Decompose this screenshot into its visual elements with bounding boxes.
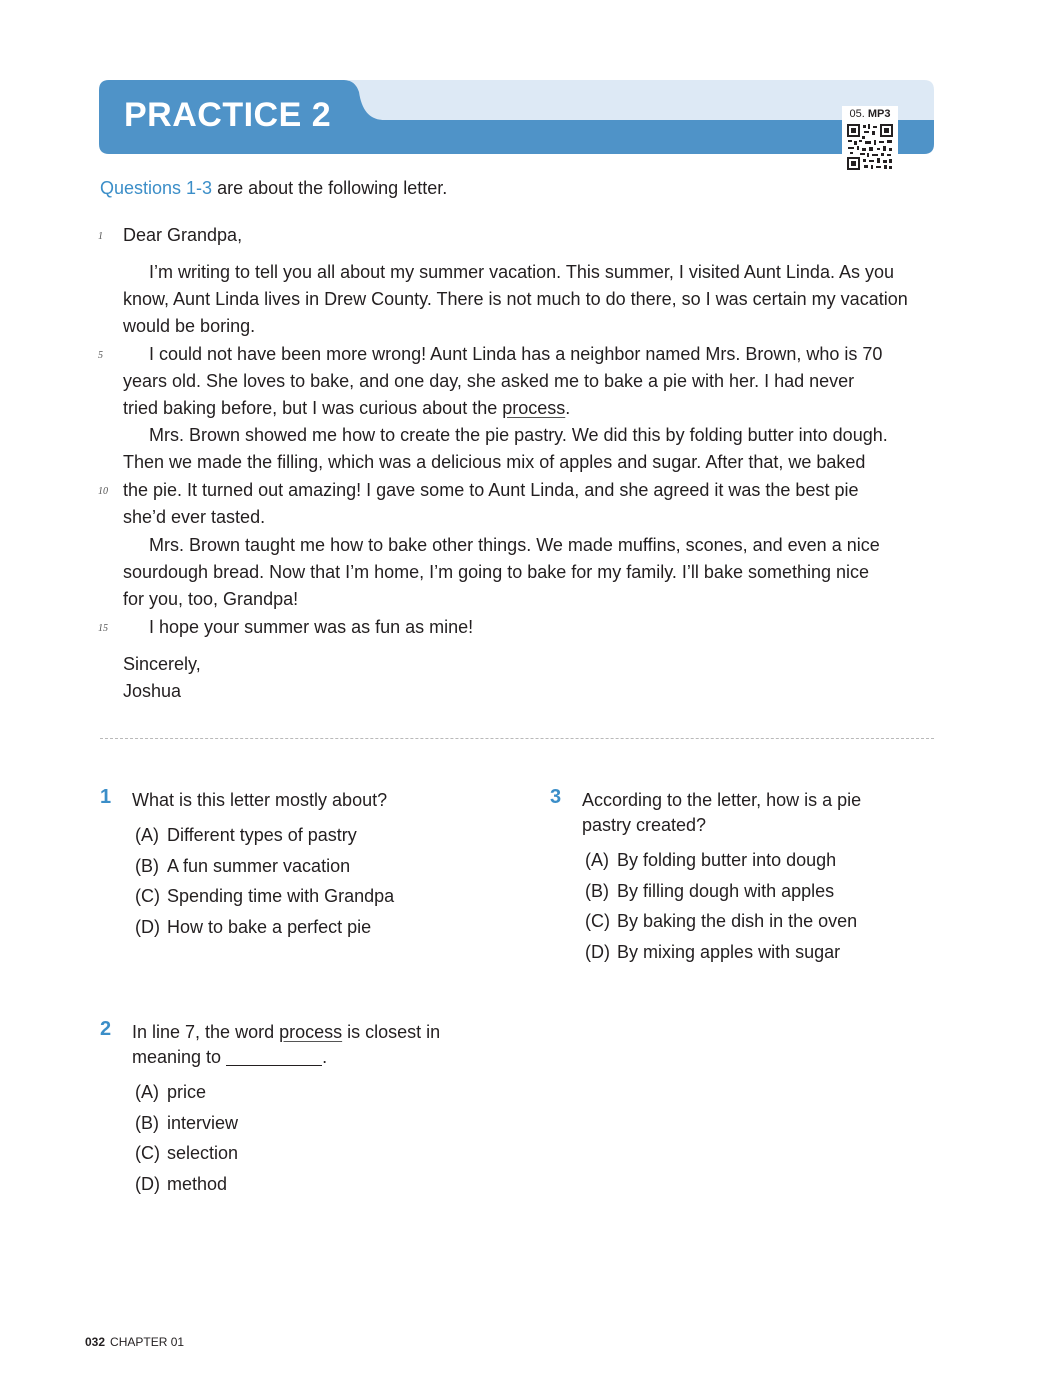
- qr-code-icon: [846, 123, 894, 171]
- answer-option[interactable]: (C) Spending time with Grandpa: [135, 886, 395, 906]
- question-text: According to the letter, how is a pie pastry created?: [582, 790, 862, 835]
- chapter-label: CHAPTER 01: [110, 1335, 185, 1349]
- letter-closing: Sincerely,: [123, 654, 201, 674]
- answer-option[interactable]: (D) How to bake a perfect pie: [135, 916, 372, 937]
- question-3: [550, 788, 950, 978]
- question-number: 1: [100, 786, 112, 808]
- answer-options: [135, 1077, 238, 1199]
- line-number: 5: [98, 350, 103, 361]
- line-number: 15: [98, 623, 108, 634]
- answer-option[interactable]: (C) selection: [135, 1143, 239, 1163]
- letter-line: years old. She loves to bake, and one day, she asked me to bake a pie with her. I had never: [123, 371, 855, 391]
- answer-blank: [226, 1047, 322, 1066]
- letter-line: I’m writing to tell you all about my summer vacation. This summer, I visited Aunt Linda. As you: [149, 262, 894, 282]
- passage-intro: Questions 1-3 are about the following letter.: [100, 178, 448, 198]
- letter-line: Then we made the filling, which was a delicious mix of apples and sugar. After that, we baked: [123, 452, 866, 472]
- letter-line: would be boring.: [123, 316, 256, 336]
- letter-line: I hope your summer was as fun as mine!: [149, 617, 474, 637]
- question-number: 3: [550, 786, 562, 808]
- answer-option[interactable]: (D) By mixing apples with sugar: [585, 941, 841, 962]
- letter-line: tried baking before, but I was curious about the process.: [123, 398, 571, 418]
- letter-line: sourdough bread. Now that I’m home, I’m going to bake for my family. I’ll bake something nice: [123, 562, 870, 582]
- letter-line: Mrs. Brown showed me how to create the pie pastry. We did this by folding butter into dough.: [149, 425, 888, 445]
- letter-line: Mrs. Brown taught me how to bake other things. We made muffins, scones, and even a nice: [149, 535, 880, 555]
- answer-options: [135, 820, 394, 942]
- letter-line: for you, too, Grandpa!: [123, 589, 299, 609]
- letter-line: know, Aunt Linda lives in Drew County. There is not much to do there, so I was certain my vacation: [123, 289, 908, 309]
- question-text: What is this letter mostly about?: [132, 790, 388, 810]
- answer-option[interactable]: (A) Different types of pastry: [135, 825, 357, 845]
- letter-line: I could not have been more wrong! Aunt Linda has a neighbor named Mrs. Brown, who is 70: [149, 344, 883, 364]
- line-number: 10: [98, 486, 108, 497]
- answer-option[interactable]: (B) By filling dough with apples: [585, 880, 835, 901]
- keyword-process: process: [279, 1022, 343, 1042]
- answer-option[interactable]: (A) price: [135, 1082, 207, 1102]
- question-text: In line 7, the word process is closest in meaning to .: [132, 1022, 441, 1067]
- letter-line: she’d ever tasted.: [123, 507, 266, 527]
- answer-option[interactable]: (A) By folding butter into dough: [585, 850, 837, 870]
- keyword-process: process: [502, 398, 566, 418]
- page-footer: [85, 1335, 184, 1349]
- section-banner: [99, 80, 934, 154]
- question-2: [100, 1020, 520, 1210]
- letter-line: the pie. It turned out amazing! I gave some to Aunt Linda, and she agreed it was the best pie: [123, 480, 859, 500]
- audio-label: 05. MP3: [849, 108, 891, 120]
- answer-option[interactable]: (C) By baking the dish in the oven: [585, 911, 858, 931]
- answer-option[interactable]: (B) A fun summer vacation: [135, 855, 351, 876]
- answer-option[interactable]: (D) method: [135, 1173, 228, 1194]
- audio-qr-code[interactable]: [842, 106, 898, 176]
- question-1: [100, 788, 520, 948]
- page-title: PRACTICE 2: [124, 96, 332, 134]
- answer-option[interactable]: (B) interview: [135, 1112, 239, 1133]
- letter-greeting: Dear Grandpa,: [123, 225, 243, 245]
- question-number: 2: [100, 1018, 112, 1040]
- letter-signature: Joshua: [123, 681, 182, 701]
- line-number: 1: [98, 231, 103, 242]
- divider: [100, 738, 934, 739]
- page-number: 032: [85, 1335, 106, 1349]
- answer-options: [585, 845, 857, 967]
